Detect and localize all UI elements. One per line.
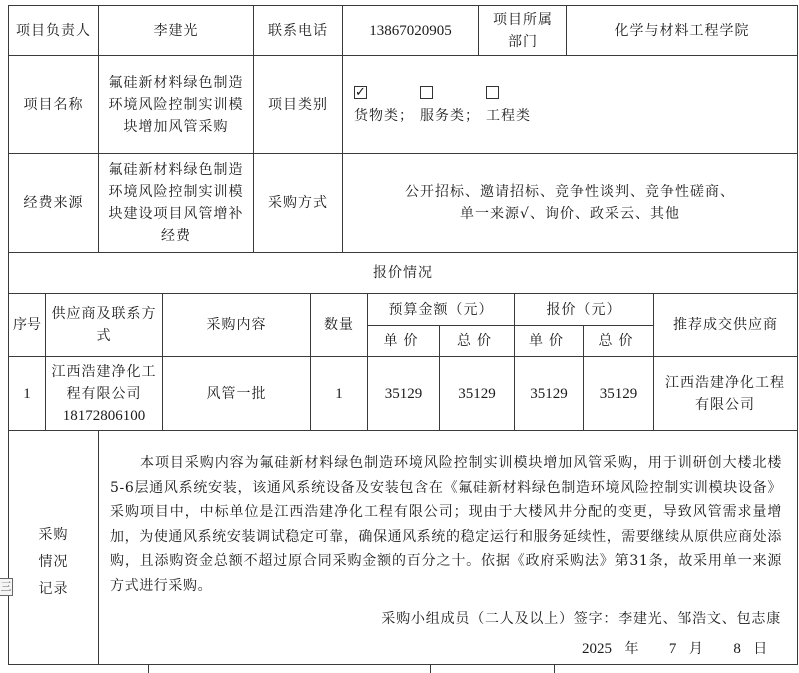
header-seq: 序号 <box>13 317 41 333</box>
rule <box>8 664 798 665</box>
dept-value: 化学与材料工程学院 <box>614 22 750 39</box>
category-label: 项目类别 <box>268 96 328 113</box>
quote-title: 报价情况 <box>373 265 433 281</box>
checked-box-icon[interactable] <box>354 86 367 99</box>
dept-label: 项目所属部门 <box>493 11 553 50</box>
header-content: 采购内容 <box>206 317 267 333</box>
category-options <box>354 56 794 153</box>
rule <box>98 430 99 665</box>
project-name-label: 项目名称 <box>23 96 84 113</box>
method-label: 采购方式 <box>268 195 328 211</box>
row-budget-unit: 35129 <box>384 385 423 402</box>
margin-list-icon[interactable]: 三 <box>0 578 13 596</box>
category-option-goods[interactable]: ✓ 货物类； <box>354 83 414 127</box>
phone-label: 联系电话 <box>268 22 328 39</box>
header-quote-total: 总价 <box>598 333 639 349</box>
row-content: 风管一批 <box>206 385 267 402</box>
leader-label: 项目负责人 <box>16 22 91 39</box>
row-quote-unit: 35129 <box>530 385 568 402</box>
method-value: 公开招标、邀请招标、竞争性谈判、竞争性磋商、 单一来源√、询价、政采云、其他 <box>405 184 735 222</box>
header-recommend: 推荐成交供应商 <box>673 317 778 333</box>
rule <box>45 293 46 430</box>
phone-value: 13867020905 <box>369 22 452 39</box>
fund-label: 经费来源 <box>23 195 84 211</box>
rule <box>797 5 798 665</box>
category-option-engineering[interactable]: 工程类 <box>486 83 531 127</box>
header-qty: 数量 <box>324 317 354 333</box>
header-budget-total: 总价 <box>457 333 497 349</box>
record-date: 2025 年 7 月 8 日 <box>582 641 768 657</box>
project-name-value: 氟硅新材料绿色制造环境风险控制实训模块增加风管采购 <box>108 74 244 135</box>
category-option-services[interactable]: 服务类； <box>420 83 480 127</box>
rule <box>478 5 479 55</box>
signature-line: 采购小组成员（二人及以上）签字：李建光、邹浩文、包志康 <box>381 611 781 627</box>
record-label: 采购 情况 记录 <box>38 527 69 597</box>
row-seq: 1 <box>23 385 31 402</box>
header-quote: 报价（元） <box>546 301 622 318</box>
checkbox-icon[interactable] <box>486 86 499 99</box>
leader-value: 李建光 <box>153 22 199 39</box>
rule <box>148 664 149 673</box>
row-budget-total: 35129 <box>458 385 496 402</box>
record-paragraph: 本项目采购内容为氟硅新材料绿色制造环境风险控制实训模块增加风管采购，用于训研创大楼北楼5-6层通风系统安装，该通风系统设备及安装包含在《氟硅新材料绿色制造环境风险控制实训模块设备》采购项目中，中标单位是江西浩建净化工程有限公司；现由于大楼风井分配的变更，导致风管需求量增加，为使通风系统安装调试稳定可靠，确保通风系统的稳定运行和服务延续性，需要继续从原供应商处添购，且添购资金总额不超过原合同采购金额的百分之十。依据《政府采购法》第31条，故采用单一来源方式进行采购。 <box>110 455 782 594</box>
header-quote-unit: 单价 <box>529 333 569 349</box>
checkbox-icon[interactable] <box>420 86 433 99</box>
header-budget: 预算金额（元） <box>388 301 494 318</box>
row-recommend: 江西浩建净化工程有限公司 <box>665 374 785 413</box>
rule <box>430 664 431 673</box>
header-supplier: 供应商及联系方式 <box>51 306 157 344</box>
rule <box>554 664 555 673</box>
header-budget-unit: 单价 <box>383 333 424 349</box>
row-supplier: 江西浩建净化工程有限公司 18172806100 <box>51 363 157 424</box>
row-qty: 1 <box>335 385 343 402</box>
rule <box>8 430 798 431</box>
fund-value: 氟硅新材料绿色制造环境风险控制实训模块建设项目风管增补经费 <box>108 162 244 244</box>
row-quote-total: 35129 <box>599 385 638 402</box>
